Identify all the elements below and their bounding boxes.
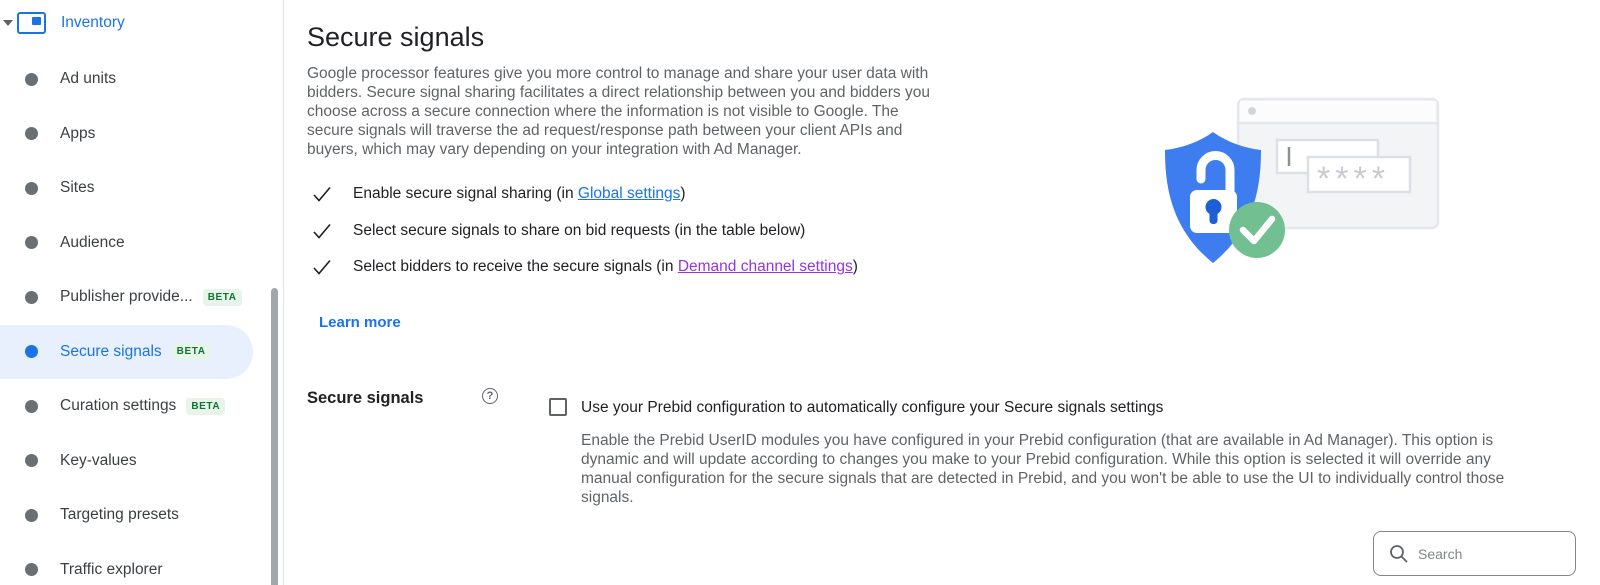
sidebar-item-inventory[interactable]: [0, 8, 283, 38]
bullet-icon: [25, 73, 38, 86]
prebid-config-description: Enable the Prebid UserID modules you have configured in your Prebid configuration (that are available in Ad Manager). This option is dynamic and will update according to changes you make to your Prebid configuration. While this option is selected it will override any manual configuration for the secure signals that are detected in Prebid, and you won't be able to use the UI to individually control those signals.: [581, 432, 1505, 506]
sidebar-item-label: Traffic explorer: [60, 560, 163, 578]
page-title: Secure signals: [307, 22, 485, 52]
secure-signals-illustration: [1155, 90, 1445, 270]
collapse-caret-icon[interactable]: [3, 20, 13, 26]
secure-signals-section-label: Secure signals: [307, 389, 424, 407]
sidebar-item-label: Apps: [60, 124, 96, 142]
sidebar-item-apps[interactable]: [0, 107, 283, 161]
checklist-item: [307, 213, 858, 250]
page-description: Google processor features give you more control to manage and share your user data with bidders. Secure signal sharing facilitates a direct relationship between you and bidders you choose across a secure connection where the information is not visible to Google. The secure signals will traverse the ad request/response path between your client APIs and buyers, which may vary depending on your integration with Ad Manager.: [307, 65, 930, 158]
sidebar-item-traffic-explorer[interactable]: [0, 543, 283, 585]
sidebar-item-secure-signals[interactable]: [0, 325, 253, 379]
bullet-icon: [25, 127, 38, 140]
sidebar-item-targeting-presets[interactable]: [0, 488, 283, 542]
beta-badge: BETA: [172, 343, 211, 360]
bullet-icon: [25, 400, 38, 413]
checklist-item: [307, 249, 858, 286]
sidebar-item-label: Audience: [60, 233, 125, 251]
search-box[interactable]: [1373, 531, 1576, 576]
svg-text:****: ****: [1317, 160, 1390, 198]
sidebar-item-sites[interactable]: [0, 161, 283, 215]
checklist-item: [307, 176, 858, 213]
search-input[interactable]: [1418, 546, 1568, 562]
bullet-icon: [25, 509, 38, 522]
sidebar-item-key-values[interactable]: [0, 434, 283, 488]
sidebar-item-curation-settings[interactable]: [0, 379, 283, 433]
sidebar: [0, 0, 284, 585]
sidebar-item-audience[interactable]: [0, 216, 283, 270]
sidebar-item-label: Key-values: [60, 451, 137, 469]
sidebar-root-label: Inventory: [61, 14, 125, 31]
sidebar-item-label: Ad units: [60, 70, 117, 87]
sidebar-item-label: Publisher provide...: [60, 288, 193, 305]
search-icon: [1389, 544, 1408, 563]
sidebar-item-label: Secure signals: [60, 342, 162, 360]
check-icon: [312, 184, 332, 204]
main-content: [285, 0, 1600, 585]
sidebar-item-ad-units[interactable]: [0, 52, 283, 106]
check-icon: [312, 221, 332, 241]
sidebar-item-label: Targeting presets: [60, 506, 179, 523]
bullet-icon: [25, 454, 38, 467]
bullet-icon: [25, 563, 38, 576]
sidebar-item-label: Sites: [60, 179, 95, 196]
check-badge-icon: [1229, 202, 1285, 258]
bullet-icon: [25, 291, 38, 304]
inventory-icon: [17, 12, 46, 34]
check-icon: [312, 257, 332, 277]
checklist-item-text: Enable secure signal sharing (in Global settings): [353, 185, 686, 203]
help-icon[interactable]: ?: [482, 388, 498, 404]
checklist-item-text: Select secure signals to share on bid requests (in the table below): [353, 221, 806, 239]
setup-checklist: [307, 176, 858, 286]
demand-channel-settings-link[interactable]: Demand channel settings: [677, 258, 853, 276]
bullet-icon: [25, 236, 38, 249]
beta-badge: BETA: [203, 289, 242, 306]
bullet-icon: [25, 345, 38, 358]
learn-more-link[interactable]: Learn more: [319, 314, 401, 331]
checklist-item-text: Select bidders to receive the secure signals (in Demand channel settings): [353, 258, 858, 276]
prebid-config-checkbox-label[interactable]: Use your Prebid configuration to automatically configure your Secure signals settings: [581, 399, 1164, 416]
sidebar-item-publisher-provided[interactable]: [0, 270, 283, 324]
prebid-config-checkbox[interactable]: [549, 398, 567, 416]
beta-badge: BETA: [186, 398, 225, 415]
sidebar-scrollbar[interactable]: [271, 288, 278, 585]
bullet-icon: [25, 182, 38, 195]
global-settings-link[interactable]: Global settings: [577, 185, 681, 203]
sidebar-item-label: Curation settings: [60, 397, 177, 414]
